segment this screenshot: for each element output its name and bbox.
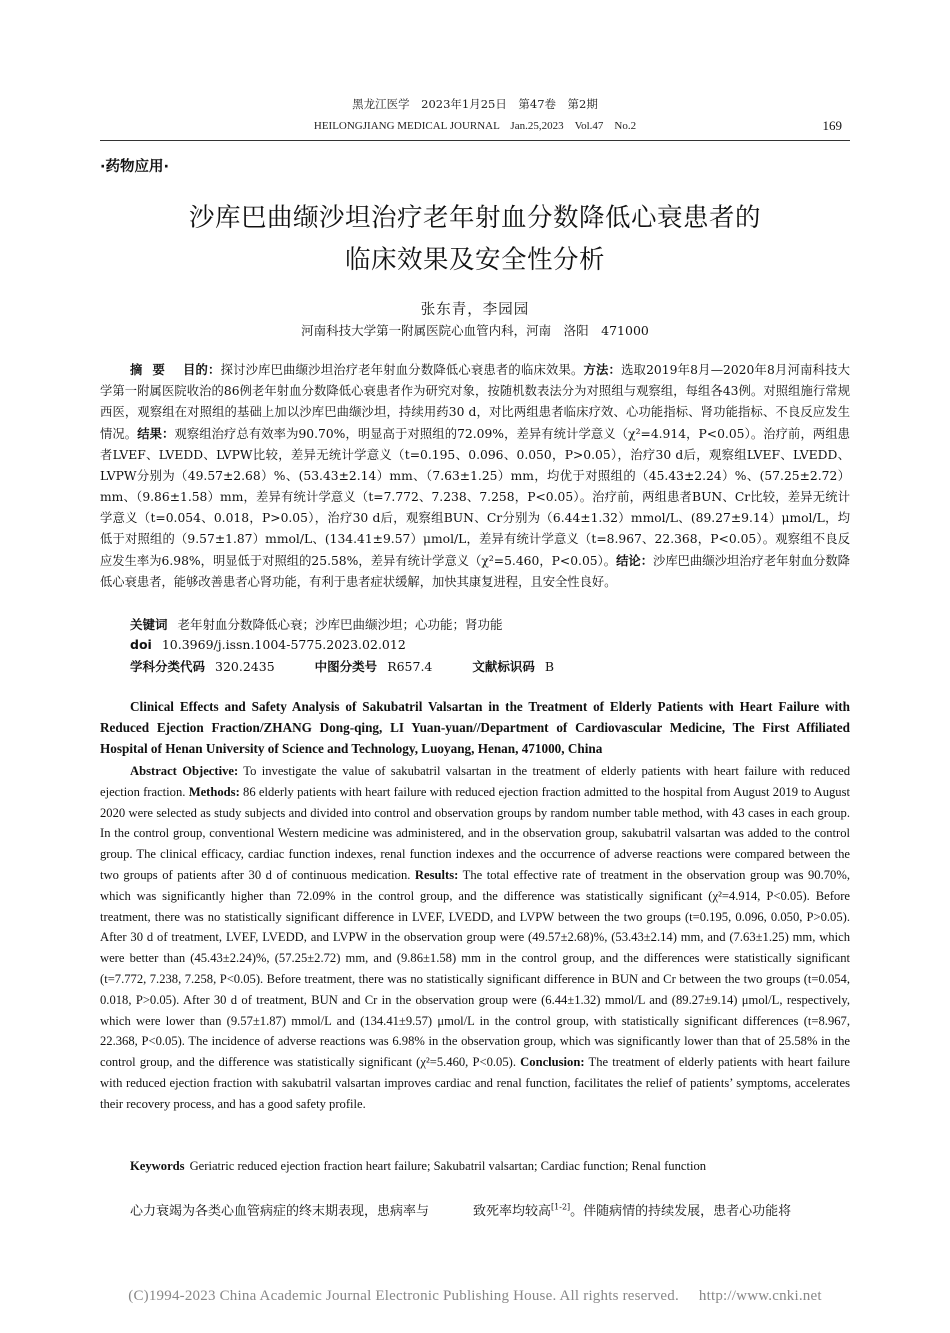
doi-label: doi [130, 637, 152, 652]
title-line-1: 沙库巴曲缬沙坦治疗老年射血分数降低心衰患者的 [188, 203, 761, 233]
keywords-en-value: Geriatric reduced ejection fraction heart failure; Sakubatril valsartan; Cardiac function; Renal function [189, 1159, 707, 1173]
footer-copyright-text: (C)1994-2023 China Academic Journal Electronic Publishing House. All rights reserved. [128, 1288, 679, 1304]
footer-copyright [0, 1288, 950, 1305]
citation-ref[interactable]: [1-2] [551, 1202, 571, 1212]
doi [130, 637, 850, 652]
header-rule [100, 140, 850, 141]
keywords-cn-value: 老年射血分数降低心衰；沙库巴曲缬沙坦；心功能；肾功能 [177, 617, 503, 632]
abstract-en-conclusion: The treatment of elderly patients with heart failure with reduced ejection fraction with sakubatril valsartan improves cardiac and renal function, facilitates the relief of patients’ symptoms, accelerates their recovery process, and has a good safety profile. [100, 1055, 851, 1111]
abstract-cn-conclusion-label: 结论： [616, 553, 654, 568]
clc-value: R657.4 [387, 659, 433, 674]
abstract-cn-results-label: 结果： [137, 426, 175, 441]
abstract-en [100, 761, 850, 1115]
abstract-en-conclusion-label: Conclusion: [520, 1055, 585, 1070]
doc-code-value: B [544, 659, 555, 674]
abstract-en-objective-label: Abstract Objective: [130, 764, 239, 778]
abstract-en-results: The total effective rate of treatment in the observation group was 90.70%, which was significantly higher than 72.09% in the control group, and the difference was statistically significant (χ²=4.914, P<0.05). Before treatment, there was no statistically significant difference in LVEF, LVEDD, and LVPW between the two groups (t=0.195, 0.096, 0.050, P>0.05). After 30 d of treatment, LVEF, LVEDD, and LVPW in the observation group were (49.57±2.68)%, (53.43±2.14) mm, and (7.63±1.25) mm, which were better than (45.43±2.24)%, (57.25±2.72) mm, and (9.86±1.58) mm in the control group, and the differences were statistically significant (t=7.772, 7.238, 7.258, P<0.05). Before treatment, there was no statistically significant difference in BUN and Cr between the two groups (t=0.054, 0.018, P>0.05). After 30 d of treatment, BUN and Cr in the observation group were (6.44±1.32) mmol/L and (89.27±9.14) μmol/L, respectively, which were lower than (9.57±1.87) mmol/L and (134.41±9.57) μmol/L in the control group, with statistically significant differences (t=8.967, 22.368, P<0.05). The incidence of adverse reactions was 6.98% in the observation group, which was significantly lower than that of 25.58% in the control group, and the difference was statistically significant (χ²=5.460, P<0.05). [100, 867, 850, 1070]
journal-header-en: HEILONGJIANG MEDICAL JOURNAL Jan.25,2023 Vol.47 No.2 [313, 120, 637, 132]
abstract-cn-objective: 探讨沙库巴曲缬沙坦治疗老年射血分数降低心衰患者的临床效果。 [220, 363, 584, 377]
footer-url[interactable]: http://www.cnki.net [698, 1288, 822, 1304]
english-title: Clinical Effects and Safety Analysis of Sakubatril Valsartan in the Treatment of Elderly Patients with Heart Failure with Reduced Ejection Fraction/ZHANG Dong-qing, LI Yuan-yuan//Department of Cardiovascular Medicine, The First Affiliated Hospital of Henan University of Science and Technology, Luoyang, Henan, 471000, China [100, 699, 850, 756]
title-line-2: 临床效果及安全性分析 [344, 245, 605, 275]
abstract-en-objective: To investigate the value of sakubatril valsartan in the treatment of elderly patients with heart failure with reduced ejection fraction. [100, 764, 851, 799]
classification [130, 657, 850, 675]
page-number: 169 [822, 118, 842, 133]
body-first-line [130, 1200, 850, 1219]
body-text-part1: 心力衰竭为各类心血管病症的终末期表现，患病率与 [130, 1204, 430, 1219]
keywords-en-label: Keywords [130, 1159, 185, 1173]
abstract-cn-label: 摘要 [130, 363, 176, 377]
body-text-part2: 致死率均较高 [473, 1204, 552, 1219]
keywords-cn [130, 615, 850, 633]
abstract-en-methods-label: Methods: [188, 784, 240, 799]
affiliation: 河南科技大学第一附属医院心血管内科，河南 洛阳 471000 [301, 323, 649, 338]
abstract-cn-methods: 选取2019年8月—2020年8月河南科技大学第一附属医院收治的86例老年射血分数降低心衰患者作为研究对象，按随机数表法分为对照组与观察组，每组各43例。对照组施行常规西医，观察组在对照组的基础上加以沙库巴曲缬沙坦，持续用药30 d，对比两组患者临床疗效、心功能指标、肾功能指标、不良反应发生情况。 [100, 363, 850, 441]
abstract-en-results-label: Results: [414, 867, 459, 882]
subject-code-value: 320.2435 [215, 659, 275, 674]
doc-code-label: 文献标识码 [472, 659, 535, 674]
abstract-cn [100, 359, 850, 593]
body-text-part3: 。伴随病情的持续发展，患者心功能将 [570, 1204, 792, 1219]
doi-value[interactable]: 10.3969/j.issn.1004-5775.2023.02.012 [161, 637, 406, 652]
clc-label: 中图分类号 [314, 659, 378, 674]
abstract-cn-objective-label: 目的： [183, 362, 221, 377]
abstract-cn-results: 观察组治疗总有效率为90.70%，明显高于对照组的72.09%，差异有统计学意义（χ²=4.914，P<0.05）。治疗前，两组患者LVEF、LVEDD、LVPW比较，差异无统计学意义（t=0.195、0.096、0.050，P>0.05），治疗30 d后，观察组LVEF、LVEDD、LVPW分别为（49.57±2.68）%、(53.43±2.14）mm、（7.63±1.25）mm，均优于对照组的（45.43±2.24）%、(57.25±2.72）mm、（9.86±1.58）mm，差异有统计学意义（t=7.772、7.238、7.258，P<0.05）。治疗前，两组患者BUN、Cr比较，差异无统计学意义（t=0.054、0.018，P>0.05），治疗30 d后，观察组BUN、Cr分别为（6.44±1.32）mmol/L、(89.27±9.14）μmol/L，均低于对照组的（9.57±1.87）mmol/L、(134.41±9.57）μmol/L，差异有统计学意义（t=8.967、22.368，P<0.05）。观察组不良反应发生率为6.98%，明显低于对照组的25.58%，差异有统计学意义（χ²=5.460，P<0.05）。 [100, 427, 850, 568]
journal-header-cn: 黑龙江医学 2023年1月25日 第47卷 第2期 [352, 97, 598, 111]
subject-code-label: 学科分类代码 [130, 659, 206, 674]
column-label: ·药物应用· [100, 159, 170, 175]
keywords-en [130, 1159, 850, 1174]
abstract-en-methods: 86 elderly patients with heart failure with reduced ejection fraction admitted to the hospital from August 2019 to August 2020 were selected as study subjects and divided into control and observation groups by random number table method, with 43 cases in each group. In the control group, conventional Western medicine was administered, and in the observation group, sakubatril valsartan was added to the control group. The clinical efficacy, cardiac function indexes, renal function indexes and the occurrence of adverse reactions were compared between the two groups of patients after 30 d of continuous medication. [100, 784, 850, 882]
abstract-cn-conclusion: 沙库巴曲缬沙坦治疗老年射血分数降低心衰患者，能够改善患者心肾功能，有利于患者症状缓解，加快其康复进程，且安全性良好。 [100, 554, 850, 589]
article-title [100, 197, 850, 281]
keywords-cn-label: 关键词 [130, 617, 168, 632]
abstract-cn-methods-label: 方法： [583, 362, 622, 377]
authors: 张东青，李园园 [420, 302, 530, 318]
